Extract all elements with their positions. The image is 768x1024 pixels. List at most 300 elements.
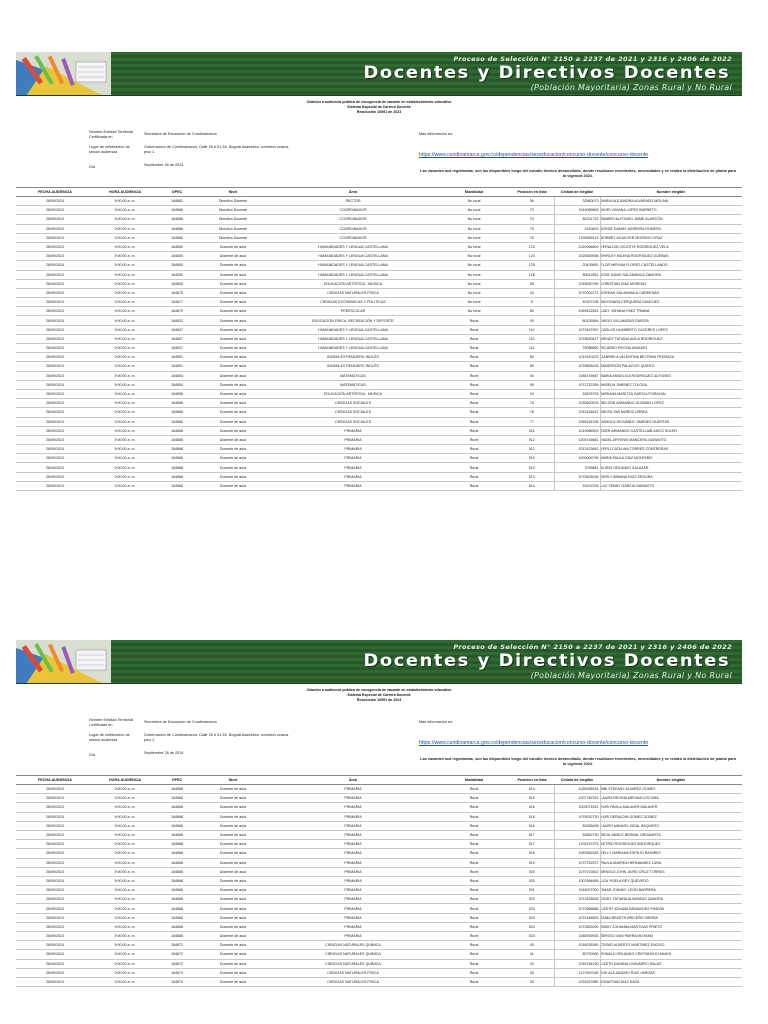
area: CIENCIAS NATURALES QUÍMICA xyxy=(268,941,438,950)
opec-code: 184654 xyxy=(156,371,198,380)
audience-date: 26/09/2024 xyxy=(16,941,94,950)
candidate-name: LUZ YENNY GARCIA GARAVITO xyxy=(600,481,742,490)
list-position: 513 xyxy=(510,454,554,463)
table-row xyxy=(16,426,742,435)
header-banner xyxy=(16,52,742,96)
modality: Rural xyxy=(438,932,510,941)
candidate-name: YURI PAOLA MALAVER MALAVER xyxy=(600,803,742,812)
candidate-name: JORDAN SALAMANCA CÁRDENAS xyxy=(600,288,742,297)
place-value: Gobernación de Cundinamarca, Calle 26 # 51-53, Bogotá Asamblea, comisión octava, piso 1. xyxy=(144,145,290,154)
level: Docente de aula xyxy=(198,445,268,454)
level: Docente de aula xyxy=(198,950,268,959)
candidate-id: 20476651 xyxy=(554,261,600,270)
area: PRIMARIA xyxy=(268,904,438,913)
audience-time: 9:00:00 a. m. xyxy=(94,389,156,398)
opec-code: 184631 xyxy=(156,316,198,325)
list-position: 514 xyxy=(510,785,554,794)
col-header: OPEC xyxy=(156,776,198,785)
opec-code: 184672 xyxy=(156,959,198,968)
list-position: 524 xyxy=(510,932,554,941)
audience-time: 9:00:00 a. m. xyxy=(94,206,156,215)
table-row xyxy=(16,298,742,307)
candidate-name: YERLI CATALINA TORRES CONTRERAS xyxy=(600,445,742,454)
level: Docente de aula xyxy=(198,913,268,922)
modality: No rural xyxy=(438,288,510,297)
list-position: 77 xyxy=(510,417,554,426)
table-row xyxy=(16,417,742,426)
opec-code: 184668 xyxy=(156,904,198,913)
audience-time: 9:00:00 a. m. xyxy=(94,399,156,408)
audience-time: 9:00:00 a. m. xyxy=(94,886,156,895)
candidate-id: 1069432543 xyxy=(554,307,600,316)
list-position: 94 xyxy=(510,371,554,380)
area: EDUCACIÓN ARTÍSTICA - MÚSICA xyxy=(268,389,438,398)
opec-code: 184668 xyxy=(156,913,198,922)
day-label: Día xyxy=(89,753,95,757)
audience-date: 26/09/2024 xyxy=(16,932,94,941)
level: Directivo Docente xyxy=(198,215,268,224)
modality: Rural xyxy=(438,399,510,408)
modality: Rural xyxy=(438,794,510,803)
table-row xyxy=(16,279,742,288)
opec-code: 184668 xyxy=(156,876,198,885)
audience-time: 9:00:00 a. m. xyxy=(94,252,156,261)
modality: No rural xyxy=(438,242,510,251)
candidate-name: LADY JOHANA PAEZ TRIANA xyxy=(600,307,742,316)
table-row xyxy=(16,858,742,867)
area: CIENCIAS NATURALES FÍSICA xyxy=(268,288,438,297)
audience-date: 26/09/2024 xyxy=(16,224,94,233)
opec-code: 184675 xyxy=(156,288,198,297)
document-title: Citación a audiencia pública de escogencia de vacante en establecimiento educativo xyxy=(306,688,452,692)
col-header: Área xyxy=(268,188,438,197)
school-supplies-illustration xyxy=(16,52,111,96)
opec-code: 184668 xyxy=(156,445,198,454)
banner-process-text: Proceso de Selección N° 2150 a 2237 de 2021 y 2316 y 2406 de 2022 xyxy=(453,55,732,63)
candidate-name: YADEL ARYENIS MANCERA GARAVITO xyxy=(600,435,742,444)
candidate-name: ARNOLD JOHN JAIRO CRUZ TORRES xyxy=(600,867,742,876)
opec-code: 184647 xyxy=(156,334,198,343)
candidate-id: 1068749487 xyxy=(554,371,600,380)
audience-date: 26/09/2024 xyxy=(16,867,94,876)
audience-date: 26/09/2024 xyxy=(16,913,94,922)
modality: Rural xyxy=(438,876,510,885)
candidate-id: 52662730 xyxy=(554,830,600,839)
list-position: 516 xyxy=(510,803,554,812)
banner-subtitle: (Población Mayoritaria) Zonas Rural y No Rural xyxy=(530,83,732,92)
modality: Rural xyxy=(438,785,510,794)
candidate-id: 1079032730 xyxy=(554,812,600,821)
list-position: 74 xyxy=(510,215,554,224)
opec-code: 184651 xyxy=(156,353,198,362)
area: PRIMARIA xyxy=(268,840,438,849)
area: PRIMARIA xyxy=(268,454,438,463)
candidate-id: 1020966809 xyxy=(554,242,600,251)
audience-time: 9:00:00 a. m. xyxy=(94,904,156,913)
area: PRIMARIA xyxy=(268,858,438,867)
table-row xyxy=(16,895,742,904)
audience-time: 9:00:00 a. m. xyxy=(94,968,156,977)
audience-date: 26/09/2024 xyxy=(16,399,94,408)
col-header: Cédula de elegible xyxy=(554,776,600,785)
audience-time: 9:00:00 a. m. xyxy=(94,197,156,206)
opec-code: 184668 xyxy=(156,472,198,481)
list-position: 523 xyxy=(510,904,554,913)
level: Docente de aula xyxy=(198,867,268,876)
audience-time: 9:00:00 a. m. xyxy=(94,316,156,325)
modality: Rural xyxy=(438,849,510,858)
candidate-id: 1003746681 xyxy=(554,435,600,444)
modality: Rural xyxy=(438,968,510,977)
level: Docente de aula xyxy=(198,334,268,343)
candidate-id: 1012423643 xyxy=(554,445,600,454)
audience-date: 26/09/2024 xyxy=(16,922,94,931)
entity-label: Nombre Entidad Territorial Certificada en xyxy=(89,130,134,139)
table-row xyxy=(16,867,742,876)
list-position: 516 xyxy=(510,812,554,821)
audience-date: 26/09/2024 xyxy=(16,215,94,224)
candidate-name: MARIA PAULA DIAZ MONTAÑO xyxy=(600,454,742,463)
candidate-id: 1012416422 xyxy=(554,408,600,417)
candidate-id: 1016035260 xyxy=(554,941,600,950)
area: EDUCACIÓN ARTÍSTICA - MÚSICA xyxy=(268,279,438,288)
opec-code: 184647 xyxy=(156,344,198,353)
level: Docente de aula xyxy=(198,242,268,251)
table-body xyxy=(16,785,742,987)
table-row xyxy=(16,849,742,858)
document-titles xyxy=(16,688,742,703)
opec-code: 184654 xyxy=(156,380,198,389)
level: Docente de aula xyxy=(198,399,268,408)
audience-date: 26/09/2024 xyxy=(16,344,94,353)
candidate-id: 1072752572 xyxy=(554,858,600,867)
opec-code: 184650 xyxy=(156,261,198,270)
opec-code: 184668 xyxy=(156,481,198,490)
audience-date: 26/09/2024 xyxy=(16,895,94,904)
document-page-1 xyxy=(16,52,742,546)
col-header: Posición en lista xyxy=(510,776,554,785)
audience-time: 9:00:00 a. m. xyxy=(94,481,156,490)
level: Docente de aula xyxy=(198,794,268,803)
candidate-name: CINDY TATIANA ALVARADO ZAMORA xyxy=(600,895,742,904)
audience-time: 9:00:00 a. m. xyxy=(94,279,156,288)
modality: Rural xyxy=(438,803,510,812)
list-position: 512 xyxy=(510,435,554,444)
audience-time: 9:00:00 a. m. xyxy=(94,785,156,794)
modality: No rural xyxy=(438,197,510,206)
modality: Rural xyxy=(438,867,510,876)
area: PRIMARIA xyxy=(268,445,438,454)
audience-time: 9:00:00 a. m. xyxy=(94,371,156,380)
modality: Rural xyxy=(438,426,510,435)
candidate-name: HAROLD GIOVANNY JIMENEZ HUERTAS xyxy=(600,417,742,426)
candidate-name: TANIA BRIGITH BRICEÑO SIERRA xyxy=(600,913,742,922)
list-position: 25 xyxy=(510,968,554,977)
area: HUMANIDADES Y LENGUA CASTELLANA xyxy=(268,261,438,270)
opec-code: 184666 xyxy=(156,408,198,417)
level: Docente de aula xyxy=(198,417,268,426)
area: HUMANIDADES Y LENGUA CASTELLANA xyxy=(268,270,438,279)
document-resolution: Resolución 10591 de 2023 xyxy=(356,110,402,114)
modality: Rural xyxy=(438,316,510,325)
list-position: 513 xyxy=(510,463,554,472)
area: HUMANIDADES Y LENGUA CASTELLANA xyxy=(268,252,438,261)
modality: Rural xyxy=(438,344,510,353)
table-row xyxy=(16,950,742,959)
list-position: 522 xyxy=(510,895,554,904)
citation-table xyxy=(16,775,742,987)
more-info-link[interactable]: https://www.cundinamarca.gov.co/dependencias/seceducacion/concurso-docente/concurso-docente xyxy=(419,152,649,158)
level: Docente de aula xyxy=(198,362,268,371)
opec-code: 184668 xyxy=(156,886,198,895)
col-header: Posición en lista xyxy=(510,188,554,197)
audience-date: 26/09/2024 xyxy=(16,233,94,242)
col-header: Nombre elegible xyxy=(600,188,742,197)
modality: Rural xyxy=(438,830,510,839)
area: CIENCIAS SOCIALES xyxy=(268,408,438,417)
level: Docente de aula xyxy=(198,977,268,986)
level: Docente de aula xyxy=(198,941,268,950)
table-row xyxy=(16,435,742,444)
candidate-name: JONATHAN DIAZ DAZA xyxy=(600,977,742,986)
audience-date: 26/09/2024 xyxy=(16,261,94,270)
level: Docente de aula xyxy=(198,785,268,794)
table-row xyxy=(16,215,742,224)
area: HUMANIDADES Y LENGUA CASTELLANA xyxy=(268,242,438,251)
candidate-id: 3190629 xyxy=(554,224,600,233)
candidate-id: 1072426626 xyxy=(554,895,600,904)
audience-time: 9:00:00 a. m. xyxy=(94,794,156,803)
audience-time: 9:00:00 a. m. xyxy=(94,895,156,904)
audience-time: 9:00:00 a. m. xyxy=(94,325,156,334)
candidate-id: 1030620576 xyxy=(554,399,600,408)
level: Directivo Docente xyxy=(198,197,268,206)
list-position: 24 xyxy=(510,389,554,398)
audience-date: 26/09/2024 xyxy=(16,362,94,371)
table-row xyxy=(16,197,742,206)
audience-time: 9:00:00 a. m. xyxy=(94,913,156,922)
candidate-name: KELLY MARIANA ESPEJO RAMIREZ xyxy=(600,849,742,858)
opec-code: 184668 xyxy=(156,922,198,931)
more-info-label: Mas información en: xyxy=(419,132,454,136)
area: PRIMARIA xyxy=(268,867,438,876)
table-row xyxy=(16,922,742,931)
list-position: 111 xyxy=(510,344,554,353)
list-position: 89 xyxy=(510,362,554,371)
entity-label: Nombre Entidad Territorial Certificada en xyxy=(89,718,134,727)
list-position: 512 xyxy=(510,445,554,454)
candidate-id: 79088890 xyxy=(554,344,600,353)
modality: Rural xyxy=(438,895,510,904)
place-label: Lugar de celebración de sesión audiencia xyxy=(89,733,130,742)
level: Docente de aula xyxy=(198,261,268,270)
audience-time: 9:00:00 a. m. xyxy=(94,233,156,242)
candidate-name: ANSELM JIMENEZ TOLOSA xyxy=(600,380,742,389)
list-position: 73 xyxy=(510,206,554,215)
list-position: 42 xyxy=(510,959,554,968)
area: CIENCIAS SOCIALES xyxy=(268,417,438,426)
table-body xyxy=(16,197,742,491)
level: Docente de aula xyxy=(198,380,268,389)
table-row xyxy=(16,454,742,463)
list-position: 524 xyxy=(510,922,554,931)
level: Docente de aula xyxy=(198,830,268,839)
col-header: Área xyxy=(268,776,438,785)
candidate-id: 1069154195 xyxy=(554,417,600,426)
candidate-id: 1068769053 xyxy=(554,932,600,941)
area: EDUCACIÓN FÍSICA, RECREACIÓN Y DEPORTE xyxy=(268,316,438,325)
modality: Rural xyxy=(438,950,510,959)
candidate-name: RICARDO ROCHA ARANGO xyxy=(600,344,742,353)
level: Docente de aula xyxy=(198,270,268,279)
area: PRIMARIA xyxy=(268,435,438,444)
modality: Rural xyxy=(438,435,510,444)
candidate-name: LIZETH DAYANA CHAVARRO SALAS xyxy=(600,959,742,968)
level: Docente de aula xyxy=(198,371,268,380)
document-system: Sistema Especial de Carrera Docente xyxy=(347,105,411,109)
opec-code: 184651 xyxy=(156,362,198,371)
modality: No rural xyxy=(438,252,510,261)
audience-date: 26/09/2024 xyxy=(16,316,94,325)
area: CIENCIAS NATURALES QUÍMICA xyxy=(268,959,438,968)
list-position: 520 xyxy=(510,867,554,876)
candidate-name: LIZETH JOHANA BENAVIDES PINZON xyxy=(600,904,742,913)
audience-date: 26/09/2024 xyxy=(16,408,94,417)
col-header: Modalidad xyxy=(438,188,510,197)
audience-time: 9:00:00 a. m. xyxy=(94,858,156,867)
table-row xyxy=(16,830,742,839)
modality: Rural xyxy=(438,353,510,362)
candidate-id: 1007584895 xyxy=(554,876,600,885)
level: Docente de aula xyxy=(198,968,268,977)
col-header: Nivel xyxy=(198,188,268,197)
audience-date: 26/09/2024 xyxy=(16,288,94,297)
candidate-name: BIBI STEFANY ALVAREZ GOMEZ xyxy=(600,785,742,794)
candidate-name: FLOR MIRYAM FLOREZ CASTELLANOS xyxy=(600,261,742,270)
level: Directivo Docente xyxy=(198,233,268,242)
table-row xyxy=(16,325,742,334)
modality: Rural xyxy=(438,463,510,472)
audience-time: 9:00:00 a. m. xyxy=(94,270,156,279)
level: Directivo Docente xyxy=(198,206,268,215)
modality: Rural xyxy=(438,812,510,821)
audience-time: 9:00:00 a. m. xyxy=(94,353,156,362)
candidate-name: NELSON ARMANDO GUZMAN LOPEZ xyxy=(600,399,742,408)
document-resolution: Resolución 10591 de 2023 xyxy=(356,698,402,702)
candidate-name: YURI GERALDIN GOMEZ GOMEZ xyxy=(600,812,742,821)
modality: Rural xyxy=(438,417,510,426)
table-row xyxy=(16,876,742,885)
candidate-id: 40327198 xyxy=(554,298,600,307)
level: Docente de aula xyxy=(198,344,268,353)
area: PRIMARIA xyxy=(268,821,438,830)
modality: Rural xyxy=(438,904,510,913)
table-row xyxy=(16,242,742,251)
audience-time: 9:00:00 a. m. xyxy=(94,344,156,353)
candidate-name: ADRIANA MARITZA GARCIA PORAYAN xyxy=(600,389,742,398)
candidate-name: ANDERSON PALACIOS QUINTO xyxy=(600,362,742,371)
modality: Rural xyxy=(438,325,510,334)
table-row xyxy=(16,261,742,270)
audience-date: 26/09/2024 xyxy=(16,472,94,481)
list-position: 524 xyxy=(510,913,554,922)
audience-date: 26/09/2024 xyxy=(16,334,94,343)
audience-time: 9:00:00 a. m. xyxy=(94,922,156,931)
area: CIENCIAS NATURALES FÍSICA xyxy=(268,968,438,977)
modality: No rural xyxy=(438,279,510,288)
day-value: Septiembre 26 de 2024 xyxy=(144,751,184,755)
list-position: 516 xyxy=(510,821,554,830)
candidate-name: SERGIO IVAN PARRA MOYANO xyxy=(600,932,742,941)
modality: Rural xyxy=(438,481,510,490)
modality: No rural xyxy=(438,298,510,307)
modality: Rural xyxy=(438,389,510,398)
area: COORDINADOR xyxy=(268,215,438,224)
banner-title: Docentes y Directivos Docentes xyxy=(363,63,730,83)
col-header: FECHA AUDIENCIA xyxy=(16,776,94,785)
audience-time: 9:00:00 a. m. xyxy=(94,454,156,463)
list-position: 513 xyxy=(510,472,554,481)
list-position: 76 xyxy=(510,408,554,417)
audience-date: 26/09/2024 xyxy=(16,380,94,389)
opec-code: 184668 xyxy=(156,785,198,794)
level: Docente de aula xyxy=(198,463,268,472)
candidate-id: 1003074921 xyxy=(554,803,600,812)
table-row xyxy=(16,389,742,398)
opec-code: 184686 xyxy=(156,233,198,242)
audience-time: 9:00:00 a. m. xyxy=(94,298,156,307)
opec-code: 184668 xyxy=(156,821,198,830)
modality: Rural xyxy=(438,445,510,454)
table-row xyxy=(16,840,742,849)
area: HUMANIDADES Y LENGUA CASTELLANA xyxy=(268,325,438,334)
list-position: 80 xyxy=(510,353,554,362)
more-info-link[interactable]: https://www.cundinamarca.gov.co/dependencias/seceducacion/concurso-docente/concurso-docente xyxy=(419,740,649,746)
candidate-name: DIEGO VILLAMIZAR GARCIA xyxy=(600,316,742,325)
list-position: 517 xyxy=(510,830,554,839)
audience-date: 26/09/2024 xyxy=(16,803,94,812)
table-row xyxy=(16,371,742,380)
list-position: 28 xyxy=(510,279,554,288)
table-row xyxy=(16,968,742,977)
candidate-name: SINDY JOHANNA MASTOAS PRIETO xyxy=(600,922,742,931)
area: PREESCOLAR xyxy=(268,307,438,316)
candidate-id: 1026295334 xyxy=(554,785,600,794)
table-row xyxy=(16,932,742,941)
modality: Rural xyxy=(438,913,510,922)
list-position: 95 xyxy=(510,380,554,389)
opec-code: 184650 xyxy=(156,242,198,251)
area: CIENCIAS NATURALES QUÍMICA xyxy=(268,950,438,959)
table-row xyxy=(16,959,742,968)
opec-code: 184668 xyxy=(156,454,198,463)
candidate-name: CHRISTIAN DIAZ MORENO xyxy=(600,279,742,288)
candidate-name: GABRIELA VALENTINA BELTRAN PEDRAZA xyxy=(600,353,742,362)
opec-code: 184677 xyxy=(156,298,198,307)
modality: No rural xyxy=(438,206,510,215)
audience-date: 26/09/2024 xyxy=(16,876,94,885)
candidate-id: 80730080 xyxy=(554,950,600,959)
opec-code: 184679 xyxy=(156,307,198,316)
level: Docente de aula xyxy=(198,481,268,490)
col-header: HORA AUDIENCIA xyxy=(94,776,156,785)
candidate-id: 1031527880 xyxy=(554,977,600,986)
audience-date: 26/09/2024 xyxy=(16,950,94,959)
candidate-id: 7035881 xyxy=(554,463,600,472)
list-position: 36 xyxy=(510,197,554,206)
area: PRIMARIA xyxy=(268,785,438,794)
opec-code: 184668 xyxy=(156,830,198,839)
